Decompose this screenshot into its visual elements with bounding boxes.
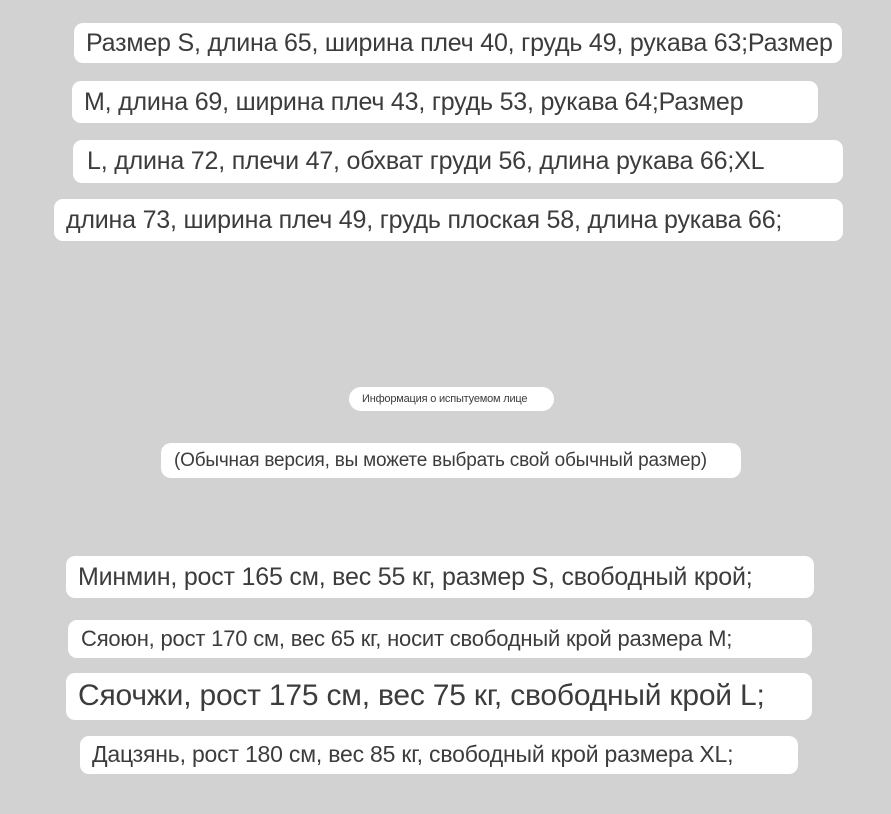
- size-chart-line-2: M, длина 69, ширина плеч 43, грудь 53, рукава 64;Размер: [72, 81, 818, 123]
- model-line-3: Сяочжи, рост 175 см, вес 75 кг, свободный крой L;: [66, 673, 812, 720]
- size-chart-line-1: Размер S, длина 65, ширина плеч 40, грудь 49, рукава 63;Размер: [74, 23, 842, 63]
- model-line-4: Дацзянь, рост 180 см, вес 85 кг, свободный крой размера XL;: [80, 736, 798, 774]
- model-line-1: Минмин, рост 165 см, вес 55 кг, размер S, свободный крой;: [66, 556, 814, 598]
- size-chart-line-3: L, длина 72, плечи 47, обхват груди 56, длина рукава 66;XL: [73, 140, 843, 183]
- subject-info-subtitle: (Обычная версия, вы можете выбрать свой обычный размер): [161, 443, 741, 478]
- size-chart-line-4: длина 73, ширина плеч 49, грудь плоская 58, длина рукава 66;: [54, 199, 843, 241]
- subject-info-title: Информация о испытуемом лице: [349, 387, 554, 411]
- model-line-2: Сяоюн, рост 170 см, вес 65 кг, носит свободный крой размера M;: [68, 620, 812, 658]
